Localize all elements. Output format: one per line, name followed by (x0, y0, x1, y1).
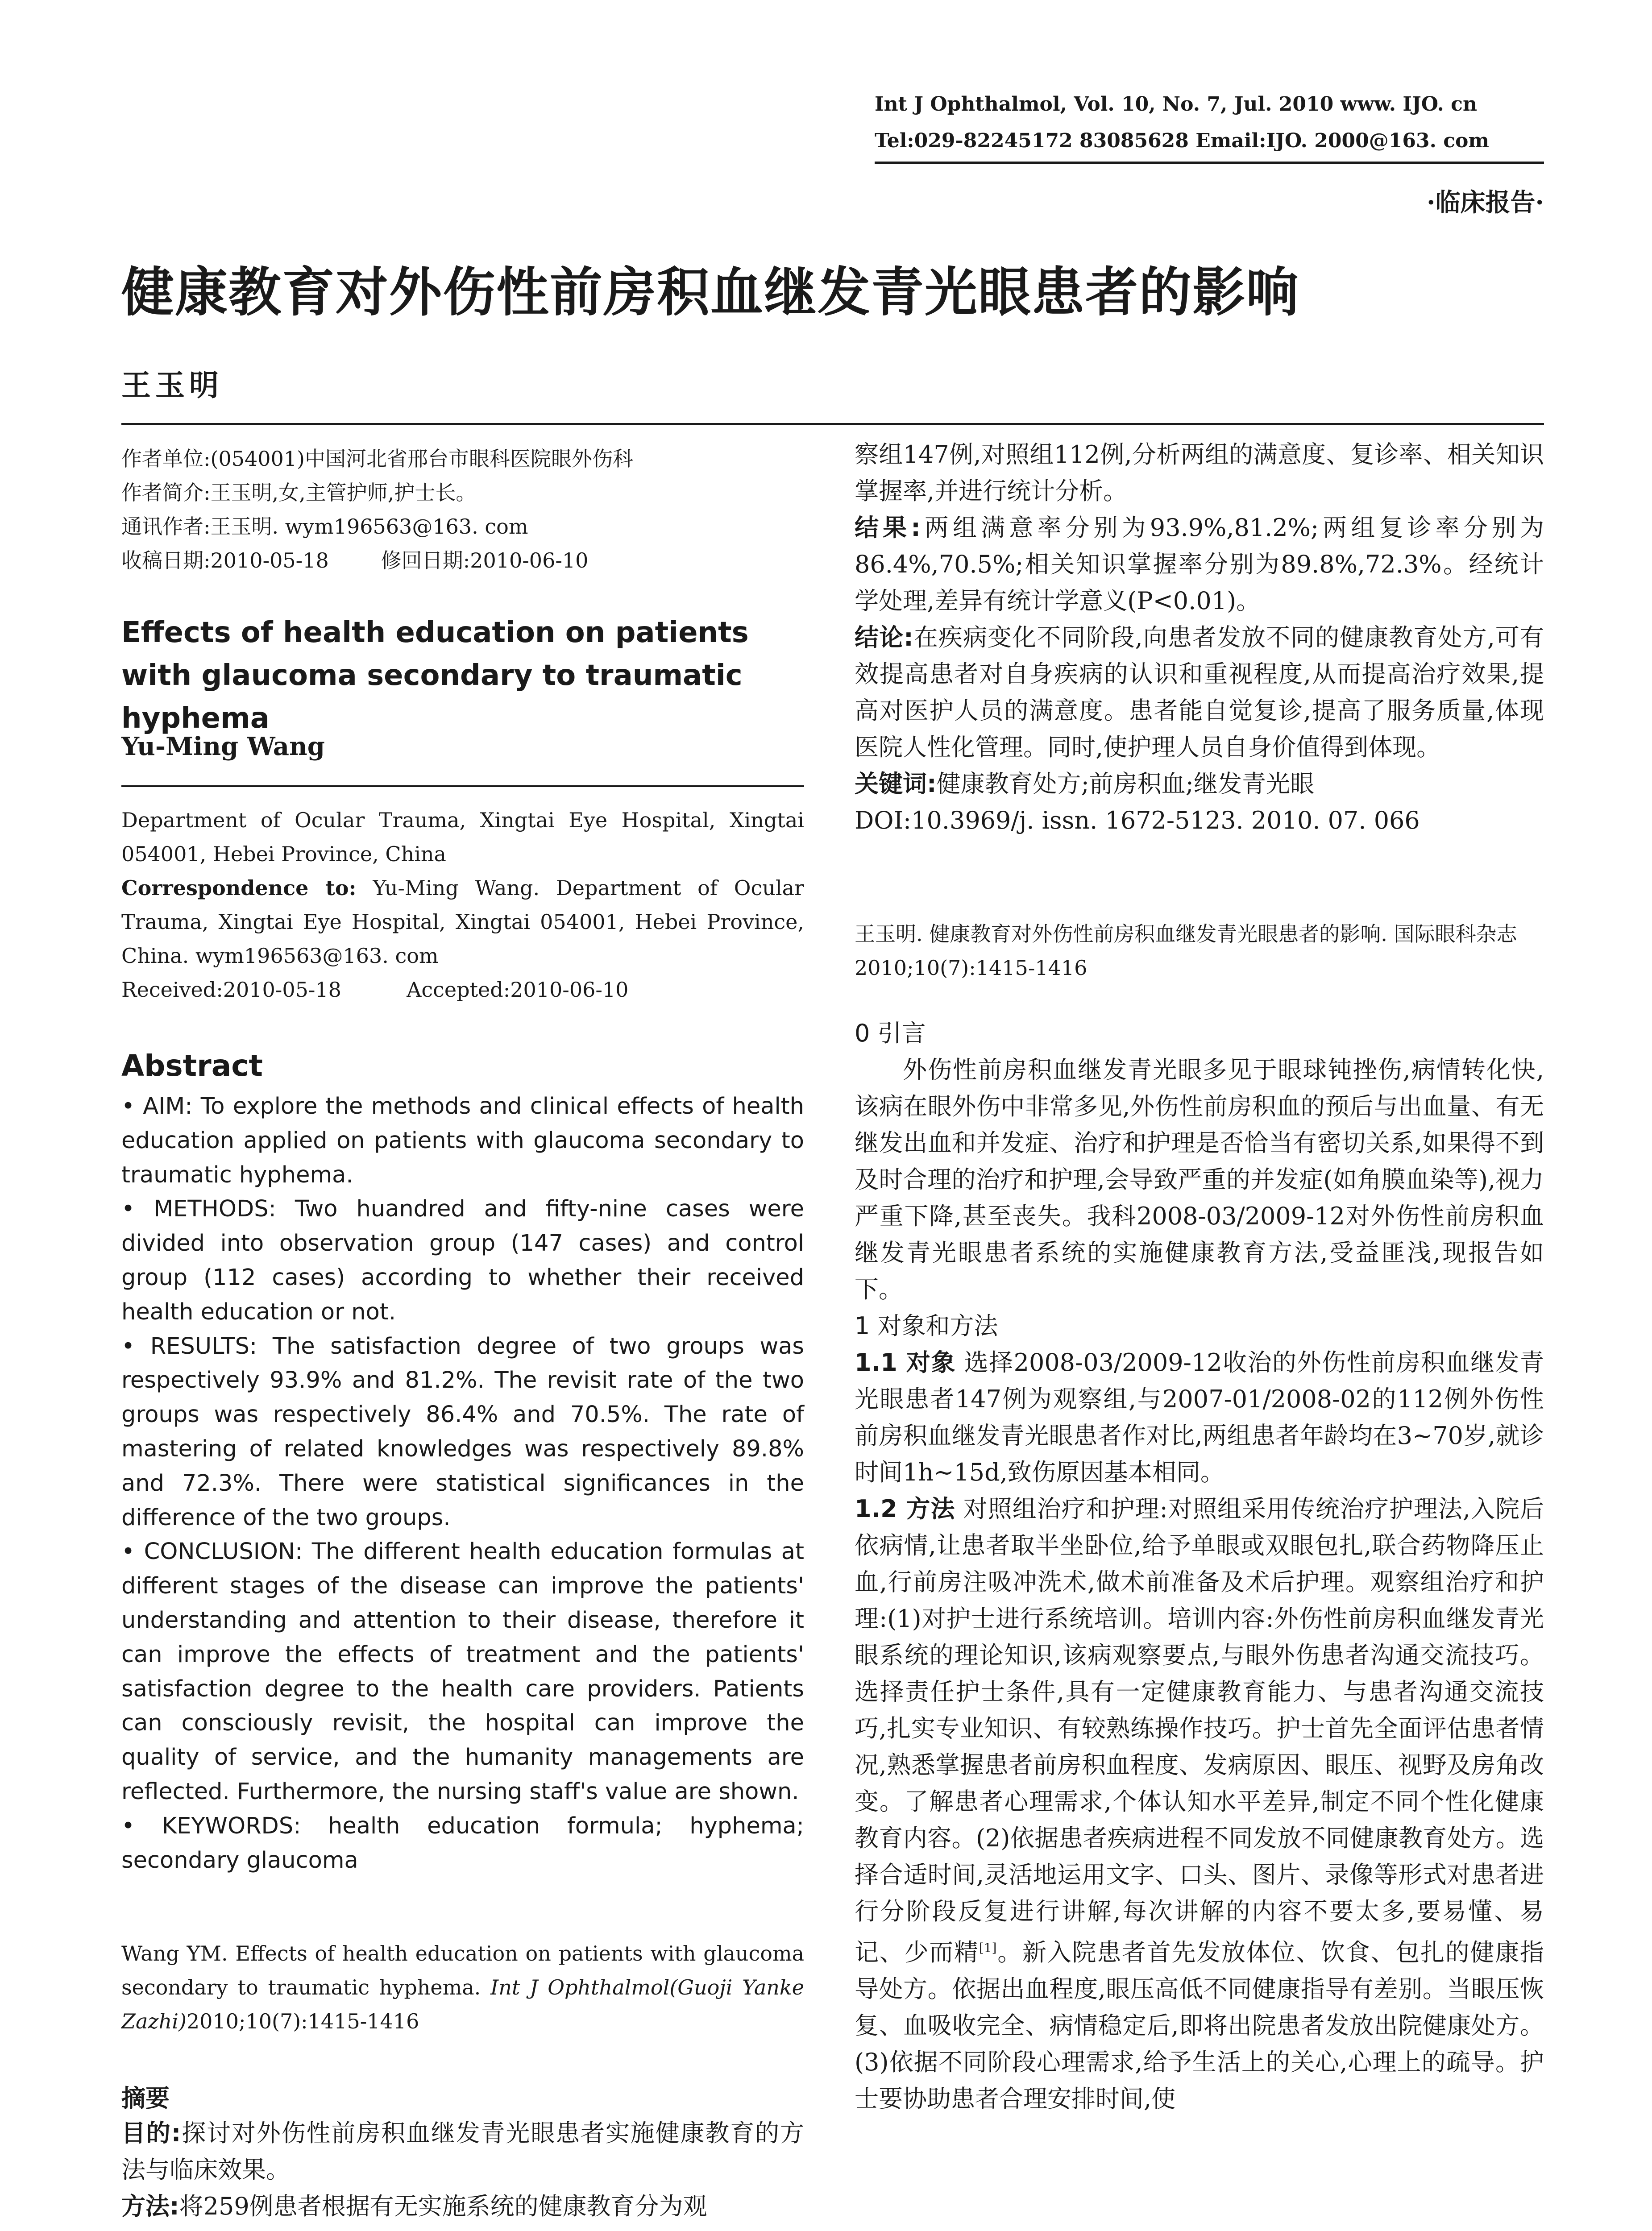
author-bio: 作者简介:王玉明,女,主管护师,护士长。 (121, 481, 477, 505)
correspondence-en (121, 871, 804, 973)
department-en: Department of Ocular Trauma, Xingtai Eye Hospital, Xingtai 054001, Hebei Province, China (121, 808, 804, 866)
paragraph-subjects (855, 1344, 1544, 1491)
zhaiyao-heading: 摘要 (121, 2084, 170, 2112)
zhaiyao-jielun (855, 619, 1544, 766)
zhaiyao-body-left (121, 2115, 804, 2225)
zhaiyao-keywords (855, 766, 1544, 802)
paragraph-method (855, 1491, 1544, 2117)
reference-mark: [1] (979, 1941, 997, 1955)
fangfa-text: 将259例患者根据有无实施系统的健康教育分为观 (179, 2192, 707, 2220)
keywords-cn-text: 健康教育处方;前房积血;继发青光眼 (936, 770, 1314, 798)
author-name-cn: 王玉明 (121, 368, 223, 402)
affiliation-cn (121, 442, 804, 577)
mudi-text: 探讨对外伤性前房积血继发青光眼患者实施健康教育的方法与临床效果。 (121, 2119, 804, 2184)
citation-en (121, 1937, 804, 2038)
heading-methods: 1 对象和方法 (855, 1312, 998, 1340)
citation-en-post: 2010;10(7):1415-1416 (186, 2009, 419, 2033)
received-dates-cn: 收稿日期:2010-05-18 修回日期:2010-06-10 (121, 548, 589, 572)
abstract-body (121, 1090, 804, 1878)
jieguo-text: 两组满意率分别为93.9%,81.2%;两组复诊率分别为86.4%,70.5%;相关知识掌握率分别为89.8%,72.3%。经统计学处理,差异有统计学意义(P<0.01)。 (855, 514, 1544, 615)
section-label: ·临床报告· (1427, 188, 1544, 217)
heading-introduction: 0 引言 (855, 1019, 926, 1047)
journal-header-line: Int J Ophthalmol, Vol. 10, No. 7, Jul. 2010 www. IJO. cn (875, 93, 1477, 116)
zhaiyao-mudi (121, 2115, 804, 2188)
jielun-label: 结论: (855, 623, 913, 651)
heading-subjects: 1.1 对象 (855, 1348, 956, 1377)
author-rule (121, 785, 804, 787)
jielun-text: 在疾病变化不同阶段,向患者发放不同的健康教育处方,可有效提高患者对自身疾病的认识和重视程度,从而提高治疗效果,提高对医护人员的满意度。患者能自觉复诊,提高了服务质量,体现医院人性化管理。同时,使护理人员自身价值得到体现。 (855, 623, 1544, 761)
method-text-b: 。新入院患者首先发放体位、饮食、包扎的健康指导处方。依据出血程度,眼压高低不同健康指导有差别。当眼压恢复、血吸收完全、病情稳定后,即将出院患者发放出院健康处方。(3)依据不同阶段心理需求,给予生活上的关心,心理上的疏导。护士要协助患者合理安排时间,使 (855, 1938, 1544, 2113)
keywords-cn-label: 关键词: (855, 770, 937, 798)
abstract-aim: • AIM: To explore the methods and clinical effects of health education applied on patients with glaucoma secondary to traumatic hyphema. (121, 1093, 804, 1188)
correspondence-text: Yu-Ming Wang. Department of Ocular Trauma, Xingtai Eye Hospital, Xingtai 054001, Hebei Province, China. wym196563@163. com (121, 876, 804, 968)
subjects-text: 选择2008-03/2009-12收治的外伤性前房积血继发青光眼患者147例为观察组,与2007-01/2008-02的112例外伤性前房积血继发青光眼患者作对比,两组患者年龄均在3~70岁,就诊时间1h~15d,致伤原因基本相同。 (855, 1348, 1544, 1486)
citation-cn: 王玉明. 健康教育对外伤性前房积血继发青光眼患者的影响. 国际眼科杂志 2010;10(7):1415-1416 (855, 922, 1517, 980)
jieguo-label: 结果: (855, 514, 921, 542)
article-title-cn: 健康教育对外伤性前房积血继发青光眼患者的影响 (121, 261, 1300, 323)
correspondence-label: Correspondence to: (121, 876, 357, 900)
affiliation-unit: 作者单位:(054001)中国河北省邢台市眼科医院眼外伤科 (121, 447, 633, 471)
doi: DOI:10.3969/j. issn. 1672-5123. 2010. 07. 066 (855, 806, 1420, 834)
article-body (855, 1015, 1544, 2117)
affiliation-en (121, 803, 804, 1007)
zhaiyao-jieguo (855, 510, 1544, 619)
author-name-en: Yu-Ming Wang (121, 732, 325, 761)
abstract-conclusion: • CONCLUSION: The different health education formulas at different stages of the disease can improve the patients' understanding and attention to their disease, therefore it can improve the effects of treatment and the patients' satisfaction degree to the health care providers. Patients can consciously revisit, the hospital can improve the quality of service, and the humanity managements are reflected. Furthermore, the nursing staff's value are shown. (121, 1538, 804, 1805)
abstract-keywords: • KEYWORDS: health education formula; hyphema; secondary glaucoma (121, 1812, 804, 1874)
zhaiyao-fangfa (121, 2188, 804, 2225)
citation-en-journal: Int J Ophthalmol(Guoji Yanke Zazhi) (121, 1975, 805, 2033)
title-rule (121, 423, 1544, 425)
contact-header-line: Tel:029-82245172 83085628 Email:IJO. 2000@163. com (875, 129, 1489, 152)
heading-method: 1.2 方法 (855, 1495, 955, 1523)
mudi-label: 目的: (121, 2119, 181, 2147)
paragraph-introduction: 外伤性前房积血继发青光眼多见于眼球钝挫伤,病情转化快,该病在眼外伤中非常多见,外伤性前房积血的预后与出血量、有无继发出血和并发症、治疗和护理是否恰当有密切关系,如果得不到及时合理的治疗和护理,会导致严重的并发症(如角膜血染等),视力严重下降,甚至丧失。我科2008-03/2009-12对外伤性前房积血继发青光眼患者系统的实施健康教育方法,受益匪浅,现报告如下。 (855, 1056, 1544, 1303)
fangfa-continued: 察组147例,对照组112例,分析两组的满意度、复诊率、相关知识掌握率,并进行统计分析。 (855, 440, 1544, 505)
method-text-a: 对照组治疗和护理:对照组采用传统治疗护理法,入院后依病情,让患者取半坐卧位,给予单眼或双眼包扎,联合药物降压止血,行前房注吸冲洗术,做术前准备及术后护理。观察组治疗和护理:(1)对护士进行系统培训。培训内容:外伤性前房积血继发青光眼系统的理论知识,该病观察要点,与眼外伤患者沟通交流技巧。选择责任护士条件,具有一定健康教育能力、与患者沟通交流技巧,扎实专业知识、有较熟练操作技巧。护士首先全面评估患者情况,熟悉掌握患者前房积血程度、发病原因、眼压、视野及房角改变。了解患者心理需求,个体认知水平差异,制定不同个性化健康教育内容。(2)依据患者疾病进程不同发放不同健康教育处方。选择合适时间,灵活地运用文字、口头、图片、录像等形式对患者进行分阶段反复进行讲解,每次讲解的内容不要太多,要易懂、易记、少而精 (855, 1495, 1544, 1966)
corresponding-author: 通讯作者:王玉明. wym196563@163. com (121, 514, 528, 539)
citation-en-pre: Wang YM. Effects of health education on patients with glaucoma secondary to traumatic hyphema. (121, 1941, 804, 1999)
article-title-en: Effects of health education on patients with glaucoma secondary to traumatic hyphema (121, 616, 749, 735)
abstract-heading: Abstract (121, 1049, 263, 1083)
received-dates-en: Received:2010-05-18 Accepted:2010-06-10 (121, 978, 629, 1002)
abstract-methods: • METHODS: Two huandred and fifty-nine cases were divided into observation group (147 cases) and control group (112 cases) according to whether their received health education or not. (121, 1196, 804, 1325)
header-rule (875, 162, 1544, 164)
zhaiyao-body-right (855, 436, 1544, 839)
abstract-results: • RESULTS: The satisfaction degree of two groups was respectively 93.9% and 81.2%. The revisit rate of the two groups was respectively 86.4% and 70.5%. The rate of mastering of related knowledges was respectively 89.8% and 72.3%. There were statistical significances in the difference of the two groups. (121, 1333, 804, 1531)
fangfa-label: 方法: (121, 2192, 179, 2220)
